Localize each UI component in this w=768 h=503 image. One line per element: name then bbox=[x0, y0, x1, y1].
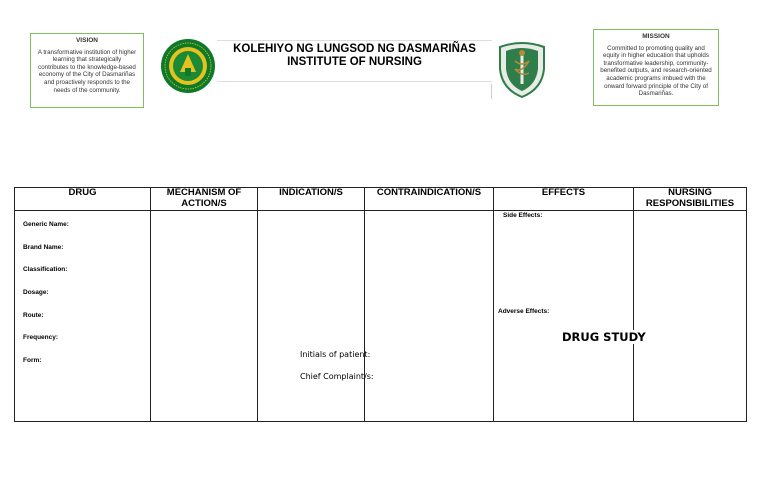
table-header-row bbox=[15, 188, 747, 211]
brand-name-label: Brand Name: bbox=[23, 243, 64, 251]
drug-study-title: DRUG STUDY bbox=[562, 330, 646, 344]
drug-study-table bbox=[14, 187, 747, 422]
drug-cell[interactable] bbox=[15, 211, 151, 422]
contraindications-cell[interactable] bbox=[365, 211, 494, 422]
classification-label: Classification: bbox=[23, 266, 68, 274]
header-indications: INDICATION/S bbox=[258, 188, 365, 211]
nursing-seal-logo bbox=[497, 41, 547, 98]
adverse-effects-label: Adverse Effects: bbox=[498, 308, 550, 315]
mission-text: Committed to promoting quality and equity in higher education that upholds transformative leadership, community-benefited outputs, and research-oriented academic programs imbued with the onward forward principle of the City of Dasmariñas. bbox=[600, 44, 712, 98]
header-drug: DRUG bbox=[15, 188, 151, 211]
effects-cell[interactable] bbox=[494, 211, 634, 422]
dosage-label: Dosage: bbox=[23, 289, 49, 297]
generic-name-label: Generic Name: bbox=[23, 221, 69, 228]
vision-title: VISION bbox=[75, 37, 99, 44]
school-header bbox=[217, 40, 492, 82]
route-label: Route: bbox=[23, 311, 44, 319]
header-mechanism: MECHANISM OF ACTION/S bbox=[151, 188, 258, 211]
nursing-responsibilities-cell[interactable] bbox=[634, 211, 747, 422]
initials-of-patient-label: Initials of patient: bbox=[300, 350, 371, 359]
table-row bbox=[15, 211, 747, 422]
kld-seal-logo bbox=[160, 38, 216, 94]
department-name: INSTITUTE OF NURSING bbox=[287, 56, 422, 68]
mechanism-cell[interactable] bbox=[151, 211, 258, 422]
mission-title: MISSION bbox=[642, 33, 670, 40]
vision-text: A transformative institution of higher learning that strategically contributes to the knowledge-based economy of the City of Dasmariñas and proactively responds to the needs of the community. bbox=[37, 48, 137, 94]
header-contraindications: CONTRAINDICATION/S bbox=[365, 188, 494, 211]
chief-complaint-label: Chief Complaint/s: bbox=[300, 372, 374, 381]
form-label: Form: bbox=[23, 357, 42, 365]
indications-cell[interactable] bbox=[258, 211, 365, 422]
header-nursing-responsibilities: NURSING RESPONSIBILITIES bbox=[634, 188, 747, 211]
patient-info-text bbox=[300, 344, 374, 388]
vision-box bbox=[30, 33, 144, 108]
side-effects-label: Side Effects: bbox=[503, 212, 543, 219]
school-name: KOLEHIYO NG LUNGSOD NG DASMARIÑAS bbox=[233, 43, 476, 55]
header-divider bbox=[491, 84, 492, 99]
frequency-label: Frequency: bbox=[23, 334, 59, 342]
header-effects: EFFECTS bbox=[494, 188, 634, 211]
mission-box bbox=[593, 29, 719, 106]
